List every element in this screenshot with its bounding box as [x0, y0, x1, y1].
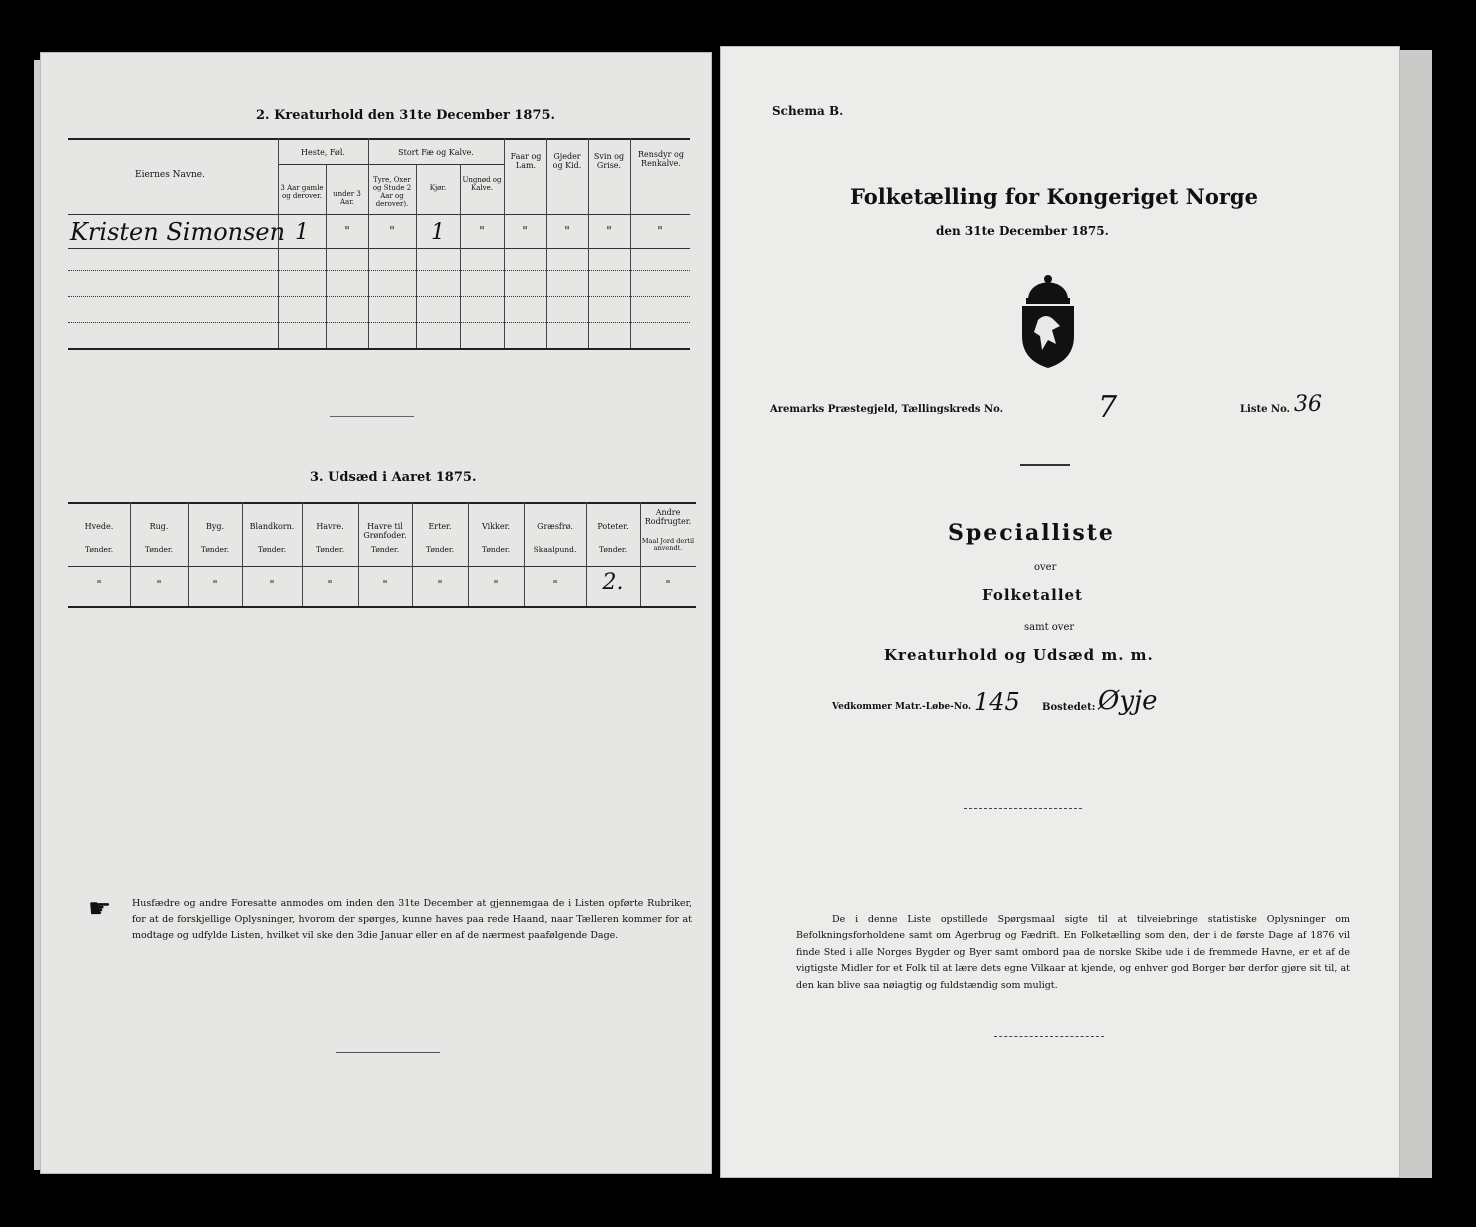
table2-top-rule	[68, 138, 690, 140]
samt-over-text: samt over	[1024, 622, 1075, 633]
sowing-header-name: Byg.	[205, 522, 225, 531]
table2-row-rule	[68, 296, 690, 297]
table2-col-divider	[504, 138, 505, 348]
place-label: Bostedet:	[1042, 702, 1096, 713]
section3-title: 3. Udsæd i Aaret 1875.	[310, 470, 477, 485]
sowing-value: "	[493, 578, 499, 591]
main-title: Folketælling for Kongeriget Norge	[850, 184, 1258, 209]
sowing-header-unit: Tønder.	[200, 545, 230, 554]
livestock-value: "	[479, 224, 485, 238]
table2-row-rule	[68, 270, 690, 271]
table3-bottom-rule	[68, 606, 696, 608]
owner-header: Eiernes Navne.	[135, 170, 205, 180]
place-value: Øyje	[1098, 686, 1158, 716]
table2-col-divider	[588, 138, 589, 348]
reindeer-header: Rensdyr og Renkalve.	[638, 150, 684, 169]
sowing-value: 2.	[602, 570, 624, 595]
sowing-value: "	[665, 578, 671, 591]
cattle-a-header: Tyre, Oxer og Stude 2 Aar og derover).	[372, 176, 412, 209]
horses-b-header: under 3 Aar.	[333, 190, 361, 207]
sowing-value: "	[212, 578, 218, 591]
sowing-header-unit: Maal Jord dertil anvendt.	[641, 537, 695, 553]
table2-col-divider	[630, 138, 631, 348]
sowing-header-name: Andre Rodfrugter.	[644, 508, 692, 527]
table2-row-rule	[68, 248, 690, 249]
sowing-value: "	[327, 578, 333, 591]
district-number: 7	[1098, 390, 1118, 425]
livestock-value: "	[344, 224, 350, 238]
matr-number: 145	[974, 688, 1020, 716]
title-rule	[1020, 464, 1070, 466]
section2-title: 2. Kreaturhold den 31te December 1875.	[256, 108, 556, 123]
place-rule	[964, 808, 1082, 809]
parish-label: Aremarks Præstegjeld, Tællingskreds No.	[770, 404, 1004, 415]
table3-top-rule	[68, 502, 696, 504]
separator-line	[330, 416, 414, 417]
table2-header-rule	[68, 214, 690, 215]
table2-row-rule	[68, 322, 690, 323]
table2-subheader-rule	[278, 164, 504, 165]
footer-rule	[994, 1036, 1104, 1037]
notice-text: De i denne Liste opstillede Spørgsmaal sigte til at tilveiebringe statistiske Oplysninger om Befolkningsforholdene samt om Agerbrug og Fædrift. En Folketælling som den, der i de første Dage af 1876 vil finde Sted i alle Norges Bygder og Byer samt ombord paa de norske Skibe ude i de fremmede Havne, er et af de vigtigste Midler for et Folk til at lære dets egne Vilkaar at kjende, og enhver god Borger bør derfor gjøre sit til, at den kan blive saa nøiagtig og fuldstændig som muligt.	[796, 914, 1350, 991]
livestock-value: "	[657, 224, 663, 238]
kreaturhold-text: Kreaturhold og Udsæd m. m.	[884, 646, 1154, 664]
sowing-value: "	[382, 578, 388, 591]
sowing-header-unit: Tønder.	[144, 545, 174, 554]
livestock-value: "	[389, 224, 395, 238]
table2-bottom-rule	[68, 348, 690, 350]
sowing-header-unit: Tønder.	[315, 545, 345, 554]
sowing-header-unit: Tønder.	[370, 545, 400, 554]
cattle-b-header: Kjør.	[429, 184, 447, 192]
livestock-value: "	[606, 224, 612, 238]
list-number: 36	[1294, 392, 1322, 417]
right-page	[720, 46, 1400, 1178]
sowing-header-unit: Tønder.	[257, 545, 287, 554]
footer-rule	[336, 1052, 440, 1053]
sowing-value: "	[96, 578, 102, 591]
sheep-header: Faar og Lam.	[510, 152, 542, 171]
livestock-value: 1	[295, 220, 309, 245]
sowing-header-unit: Tønder.	[481, 545, 511, 554]
list-label: Liste No.	[1240, 404, 1291, 415]
sowing-header-name: Poteter.	[597, 522, 629, 531]
sowing-value: "	[156, 578, 162, 591]
sowing-header-unit: Tønder.	[598, 545, 628, 554]
schema-label: Schema B.	[772, 104, 844, 118]
table2-col-divider	[546, 138, 547, 348]
sowing-header-unit: Skaalpund.	[533, 545, 577, 554]
right-page-edge	[1396, 50, 1432, 1178]
sowing-header-name: Havre.	[316, 522, 344, 531]
sowing-value: "	[437, 578, 443, 591]
table2-col-divider	[368, 138, 369, 348]
matr-label: Vedkommer Matr.-Løbe-No.	[832, 702, 972, 712]
coat-of-arms-icon	[1016, 274, 1080, 370]
pointing-hand-icon: ☛	[88, 894, 112, 924]
left-page	[40, 52, 712, 1174]
folketallet-text: Folketallet	[982, 586, 1083, 604]
sowing-value: "	[269, 578, 275, 591]
goats-header: Gjeder og Kid.	[552, 152, 582, 171]
footnote-text: Husfædre og andre Foresatte anmodes om inden den 31te December at gjennemgaa de i Listen opførte Rubriker, for at de forskjellige Oplysninger, hvorom der spørges, kunne haves paa rede Haand, naar Tælleren kommer for at modtage og udfylde Listen, hvilket vil ske den 3die Januar eller en af de nærmest paafølgende Dage.	[132, 898, 692, 941]
over-text: over	[1034, 562, 1057, 573]
livestock-value: "	[522, 224, 528, 238]
owner-name-value: Kristen Simonsen	[70, 218, 286, 246]
cattle-c-header: Ungnød og Kalve.	[462, 176, 502, 193]
sowing-header-name: Rug.	[149, 522, 169, 531]
horses-header: Heste, Føl.	[301, 148, 345, 157]
horses-a-header: 3 Aar gamle og derover.	[280, 184, 324, 201]
sowing-header-name: Hvede.	[84, 522, 114, 531]
sowing-header-unit: Tønder.	[84, 545, 114, 554]
specialliste-heading: Specialliste	[948, 520, 1115, 546]
sowing-header-name: Vikker.	[481, 522, 511, 531]
table3-header-rule	[68, 566, 696, 567]
pigs-header: Svin og Grise.	[593, 152, 625, 171]
cattle-header: Stort Fæ og Kalve.	[398, 148, 474, 157]
sowing-header-name: Havre til Grønfoder.	[363, 522, 407, 541]
sowing-header-name: Blandkorn.	[249, 522, 295, 531]
sowing-header-unit: Tønder.	[425, 545, 455, 554]
sowing-header-name: Erter.	[428, 522, 452, 531]
sowing-header-name: Græsfrø.	[537, 522, 573, 531]
livestock-value: 1	[431, 220, 445, 245]
sowing-value: "	[552, 578, 558, 591]
livestock-value: "	[564, 224, 570, 238]
census-date: den 31te December 1875.	[936, 224, 1109, 238]
